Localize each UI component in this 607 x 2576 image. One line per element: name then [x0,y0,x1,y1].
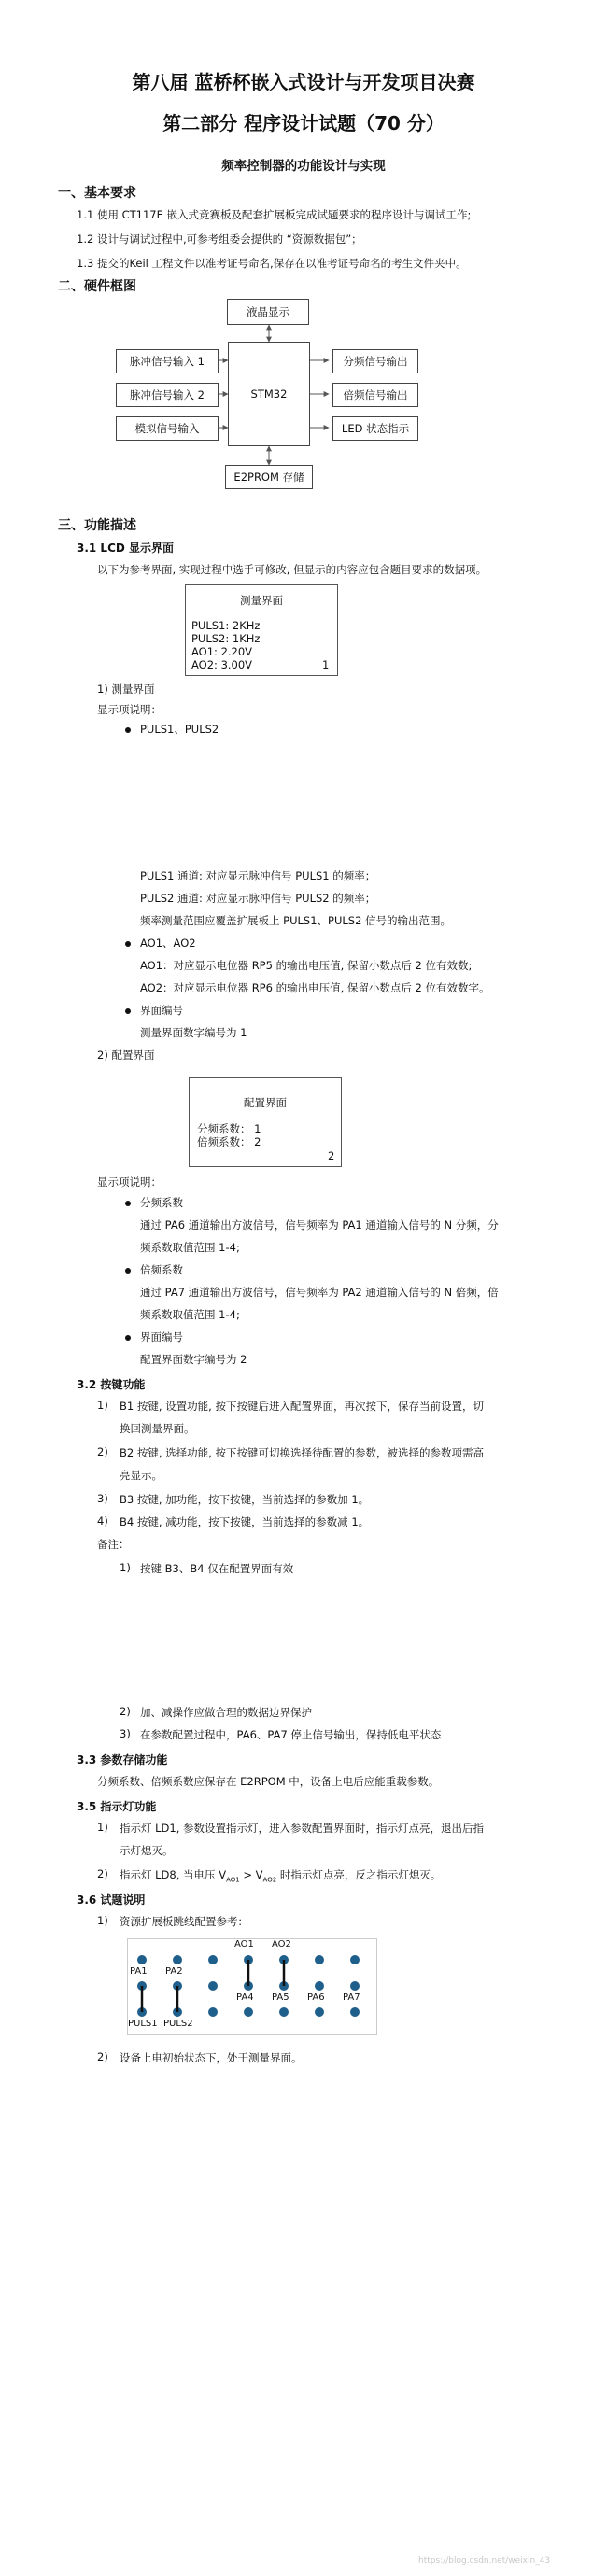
note-line: 加、减操作应做合理的数据边界保护 [140,1706,312,1719]
bullet-title: 倍频系数 [140,1263,183,1276]
bullet-title: PULS1、PULS2 [140,723,219,736]
jumper-board [127,1938,377,2035]
led-text: 指示灯 LD8, 当电压 V [120,1868,227,1881]
jumper-label: AO1 [234,1939,254,1950]
lcd-measure-screen [185,584,338,676]
lcd-line: PULS1: 2KHz [191,619,261,632]
multiplier-output-block [332,383,418,407]
item-number: 2) [97,1445,108,1458]
bullet-line: 频系数取值范围 1-4; [140,1241,240,1254]
storage-text: 分频系数、倍频系数应保存在 E2RPOM 中，设备上电后应能重载参数。 [97,1775,440,1788]
lcd-block-label: 液晶显示 [247,305,289,318]
bullet-line: PULS1 通道: 对应显示脉冲信号 PULS1 的频率； [140,869,376,882]
initial-state-text: 设备上电初始状态下，处于测量界面。 [120,2051,303,2064]
section-2-heading: 二、硬件框图 [58,279,136,294]
display-items-label: 显示项说明： [97,703,162,716]
requirement-item: 1.3 提交的Keil 工程文件以准考证号命名,保存在以准考证号命名的考生文件夹中。 [77,257,467,270]
key-item-line: B4 按键, 减功能，按下按键，当前选择的参数减 1。 [120,1515,370,1528]
lcd-line: AO2: 3.00V [191,658,253,671]
bullet-line: 通过 PA6 通道输出方波信号，信号频率为 PA1 通道输入信号的 N 分频，分 [140,1218,499,1232]
lcd-page-number: 1 [322,658,330,671]
section-3-1-heading: 3.1 LCD 显示界面 [77,542,175,555]
block-label: 脉冲信号输入 2 [130,388,205,401]
led-item-line [120,1867,441,1883]
section-3-3-heading: 3.3 参数存储功能 [77,1753,168,1767]
key-item-line: 换回测量界面。 [120,1422,195,1435]
bullet-icon [125,1335,131,1341]
bullet-title: 分频系数 [140,1196,183,1209]
item-number: 4) [97,1514,108,1527]
item-number: 1) [120,1561,131,1574]
jumper-label: PA7 [343,1992,360,2003]
item-number: 2) [97,2050,108,2063]
lcd-block [227,299,309,325]
config-screen-label: 2) 配置界面 [97,1049,155,1062]
section-3-5-heading: 3.5 指示灯功能 [77,1800,157,1813]
note-line: 按键 B3、B4 仅在配置界面有效 [140,1562,294,1575]
subscript: AO2 [262,1876,277,1884]
document-subtitle: 第二部分 程序设计试题（70 分） [162,112,445,134]
pulse-input-1-block [116,349,219,373]
lcd-screen-title: 测量界面 [240,594,283,607]
eeprom-block [225,465,313,489]
bullet-icon [125,727,131,733]
jumper-label: PA4 [236,1992,254,2003]
jumper-label: PA6 [307,1992,325,2003]
led-item-line: 指示灯 LD1, 参数设置指示灯，进入参数配置界面时，指示灯点亮，退出后指 [120,1822,485,1835]
analog-input-block [116,416,219,441]
lcd-line: AO1: 2.20V [191,645,253,658]
key-item-line: B2 按键, 选择功能, 按下按键可切换选择待配置的参数，被选择的参数项需高 [120,1446,484,1459]
requirement-item: 1.1 使用 CT117E 嵌入式竞赛板及配套扩展板完成试题要求的程序设计与调试工作; [77,208,472,221]
bullet-line: 通过 PA7 通道输出方波信号，信号频率为 PA2 通道输入信号的 N 倍频，倍 [140,1286,499,1299]
lcd-line: 倍频系数： 2 [197,1135,261,1148]
lcd-line: 分频系数： 1 [197,1122,261,1135]
section-3-heading: 三、功能描述 [58,518,136,533]
bullet-title: 界面编号 [140,1330,183,1344]
bullet-icon [125,941,131,947]
item-number: 1) [97,1821,108,1834]
bullet-line: 频系数取值范围 1-4; [140,1308,240,1321]
divider-output-block [332,349,418,373]
lcd-page-number: 2 [328,1149,335,1162]
bullet-line: 频率测量范围应覆盖扩展板上 PULS1、PULS2 信号的输出范围。 [140,914,452,927]
watermark: https://blog.csdn.net/weixin_43 [418,2556,551,2566]
bullet-icon [125,1268,131,1274]
bullet-icon [125,1201,131,1206]
bullet-icon [125,1008,131,1014]
lcd-line: PULS2: 1KHz [191,632,261,645]
bullet-line: PULS2 通道: 对应显示脉冲信号 PULS2 的频率； [140,892,376,905]
jumper-intro: 资源扩展板跳线配置参考： [120,1915,248,1928]
jumper-label: AO2 [272,1939,291,1950]
block-label: LED 状态指示 [341,422,410,435]
item-number: 1) [97,1914,108,1927]
note-line: 在参数配置过程中，PA6、PA7 停止信号输出，保持低电平状态 [140,1728,442,1741]
stm32-block [228,342,310,446]
block-label: E2PROM 存储 [233,471,304,484]
bullet-line: 测量界面数字编号为 1 [140,1026,247,1039]
jumper-label: PA2 [165,1966,183,1977]
document-title: 第八届 蓝桥杯嵌入式设计与开发项目决赛 [132,71,475,93]
item-number: 2) [97,1867,108,1880]
pulse-input-2-block [116,383,219,407]
jumper-label: PULS1 [128,2019,158,2029]
led-indicator-block [332,416,418,441]
measure-screen-label: 1) 测量界面 [97,683,155,696]
jumper-label: PA5 [272,1992,289,2003]
bullet-line: AO2：对应显示电位器 RP6 的输出电压值, 保留小数点后 2 位有效数字。 [140,981,490,994]
block-label: 模拟信号输入 [134,422,200,435]
block-label: 分频信号输出 [343,355,408,368]
bullet-line: AO1：对应显示电位器 RP5 的输出电压值, 保留小数点后 2 位有效数; [140,959,473,972]
section-1-heading: 一、基本要求 [58,186,136,201]
bullet-title: AO1、AO2 [140,936,196,950]
section-3-6-heading: 3.6 试题说明 [77,1893,146,1907]
item-number: 3) [120,1727,131,1740]
stm32-block-label: STM32 [250,387,288,401]
section-3-2-heading: 3.2 按键功能 [77,1378,146,1391]
item-number: 1) [97,1399,108,1412]
lcd-intro: 以下为参考界面, 实现过程中选手可修改, 但显示的内容应包含题目要求的数据项。 [97,563,487,576]
block-label: 倍频信号输出 [343,388,408,401]
jumper-label: PA1 [130,1966,148,1977]
note-label: 备注： [97,1538,130,1551]
bullet-title: 界面编号 [140,1004,183,1017]
topic-title: 频率控制器的功能设计与实现 [221,159,386,174]
key-item-line: B1 按键, 设置功能, 按下按键后进入配置界面，再次按下，保存当前设置，切 [120,1400,484,1413]
jumper-label: PULS2 [163,2019,193,2029]
item-number: 3) [97,1492,108,1505]
display-items-label: 显示项说明： [97,1175,162,1189]
key-item-line: 亮显示。 [120,1469,162,1482]
item-number: 2) [120,1705,131,1718]
subscript: AO1 [226,1876,240,1884]
key-item-line: B3 按键, 加功能，按下按键，当前选择的参数加 1。 [120,1493,370,1506]
lcd-screen-title: 配置界面 [244,1096,287,1109]
requirement-item: 1.2 设计与调试过程中,可参考组委会提供的 “资源数据包”； [77,232,362,246]
lcd-config-screen [189,1077,342,1167]
block-label: 脉冲信号输入 1 [130,355,205,368]
led-text: 时指示灯点亮，反之指示灯熄灭。 [276,1868,442,1881]
led-text: > V [239,1868,263,1881]
led-item-line: 示灯熄灭。 [120,1844,174,1857]
bullet-line: 配置界面数字编号为 2 [140,1353,247,1366]
